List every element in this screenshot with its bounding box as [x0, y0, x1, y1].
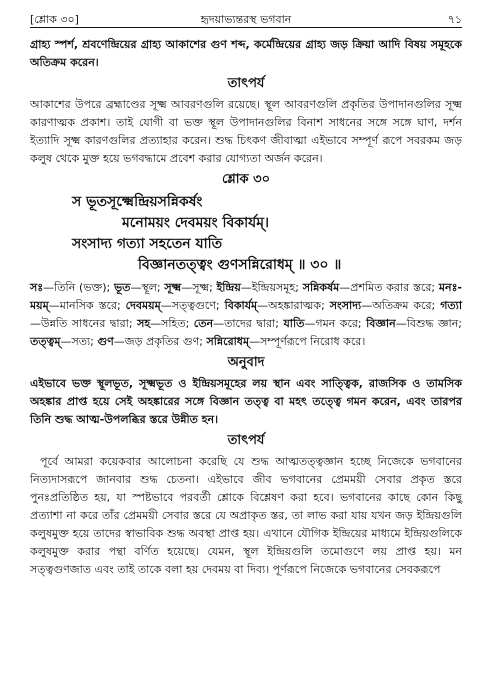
purport-heading-1: তাৎপর্য — [227, 76, 265, 91]
synonym-word: সংসাদ্য — [329, 299, 362, 312]
sanskrit-verse — [30, 192, 462, 276]
chapter-title: হৃদয়াভ্যন্তরস্থ ভগবান — [200, 13, 292, 26]
synonym-word: তত্ত্বম্ — [30, 335, 61, 348]
synonym-word: সূক্ষ্ম — [164, 281, 182, 294]
verse-heading: শ্লোক ৩০ — [221, 172, 271, 187]
verse-line: বিজ্ঞানতত্ত্বং গুণসন্নিরোধম্ ॥ ৩০ ॥ — [138, 257, 342, 273]
synonym-meaning: জড় প্রকৃতির গুণ — [124, 335, 200, 348]
synonym-meaning: সহিত — [161, 317, 186, 330]
synonym-word: সহ — [137, 317, 151, 330]
synonym-meaning: সত্য — [71, 335, 91, 348]
intro-translation-text: গ্রাহ্য স্পর্শ, শ্রবণেন্দ্রিয়ের গ্রাহ্য আকাশের গুণ শব্দ, কর্মেন্দ্রিয়ের গ্রাহ্য জড় ক্রিয়া আদি বিষয় সমূহকে অতিক্রম করেন। — [30, 38, 462, 69]
translation-heading: অনুবাদ — [227, 355, 265, 370]
synonym-meaning: সম্পূর্ণরূপে নিরোধ করে — [260, 335, 362, 348]
purport-heading-2: তাৎপর্য — [227, 433, 265, 448]
synonym-meaning: অতিক্রম করে — [372, 299, 432, 312]
synonym-word: বিকার্যম্ — [224, 299, 258, 312]
translation-text: এইভাবে ভক্ত স্থূলভূত, সূক্ষ্মভূত ও ইন্দ্রিয়সমূহের লয় স্থান এবং সাত্ত্বিক, রাজসিক ও তামসিক অহঙ্কার প্রাপ্ত হয়ে সেই অহঙ্কারের সঙ্গে বিজ্ঞান তত্ত্ব বা মহৎ তত্ত্বে গমন করেন, এবং তারপর তিনি শুদ্ধ আত্ম-উপলব্ধির স্তরে উন্নীত হন। — [30, 377, 462, 426]
synonym-meaning: স্থূল — [141, 281, 157, 294]
book-page — [30, 8, 462, 690]
running-header — [30, 8, 462, 30]
synonym-meaning: অহঙ্কারাত্মক — [268, 299, 322, 312]
synonym-word: ভূত — [113, 281, 131, 294]
synonym-meaning: ইন্দ্রিয়সমূহ — [251, 281, 296, 294]
synonym-meaning: সূক্ষ্ম — [192, 281, 210, 294]
synonym-word: সন্নিরোধম্ — [206, 335, 250, 348]
synonym-meaning: প্রশমিত করার স্তরে — [350, 281, 432, 294]
purport-text-2: পূর্বে আমরা কয়েকবার আলোচনা করেছি যে শুদ্ধ আত্মতত্ত্বজ্ঞান হচ্ছে নিজেকে ভগবানের নিত্যদাসরূপে জানবার শুদ্ধ চেতনা। এইভাবে জীব ভগবানের প্রেমময়ী সেবার প্রকৃত স্তরে পুনঃপ্রতিষ্ঠিত হয়, যা স্পষ্টভাবে পরবর্তী শ্লোকে বিশ্লেষণ করা হবে। ভগবানের কাছে কোন কিছু প্রত্যাশা না করে তাঁর প্রেমময়ী সেবার স্তরে যে অপ্রাকৃত স্তর, তা লাভ করা যায় যখন জড় ইন্দ্রিয়গুলি কলুষমুক্ত হয়ে তাদের স্বাভাবিক শুদ্ধ অবস্থা প্রাপ্ত হয়। এখানে যৌগিক ইন্দ্রিয়ের মাধ্যমে ইন্দ্রিয়গুলিকে কলুষমুক্ত করার পন্থা বর্ণিত হয়েছে। যেমন, স্থূল ইন্দ্রিয়গুলি তমোগুণে লয় প্রাপ্ত হয়। মন সত্ত্বগুণজাত এবং তাই তাকে বলা হয় দেবময় বা দিব্য। পূর্ণরূপে নিজেকে ভগবানের সেবকরূপে — [30, 455, 462, 576]
synonym-meaning: তাদের দ্বারা — [224, 317, 276, 330]
synonym-word: যাতি — [283, 317, 305, 330]
verse-line: মনোময়ং দেবময়ং বিকার্যম্। — [122, 215, 269, 231]
synonym-meaning: মানসিক স্তরে — [59, 299, 117, 312]
synonym-word: ইন্দ্রিয় — [216, 281, 241, 294]
synonym-word: মনঃ-ময়ম্ — [30, 281, 462, 312]
word-for-word-synonyms: সঃ—তিনি (ভক্ত); ভূত—স্থূল; সূক্ষ্ম—সূক্ষ্ম; ইন্দ্রিয়—ইন্দ্রিয়সমূহ; সন্নিকর্ষম—প্রশমিত করার স্তরে; মনঃ-ময়ম্—মানসিক স্তরে; দেবময়ম্—সত্ত্বগুণে; বিকার্যম্—অহঙ্কারাত্মক; সংসাদ্য—অতিক্রম করে; গত্যা—উন্নতি সাধনের দ্বারা; সহ—সহিত; তেন—তাদের দ্বারা; যাতি—গমন করে; বিজ্ঞান—বিশুদ্ধ জ্ঞান; তত্ত্বম্—সত্য; গুণ—জড় প্রকৃতির গুণ; সন্নিরোধম্—সম্পূর্ণরূপে নিরোধ করে। — [30, 281, 463, 348]
synonym-word: দেবময়ম্ — [125, 299, 161, 312]
page-number: ৭১ — [447, 13, 462, 26]
verse-line: স ভূতসূক্ষ্মেন্দ্রিয়সন্নিকর্ষং — [72, 194, 203, 210]
synonym-meaning: গমন করে — [315, 317, 358, 330]
synonym-word: সন্নিকর্ষম — [302, 281, 340, 294]
synonym-word: গত্যা — [440, 299, 463, 312]
synonym-meaning: তিনি (ভক্ত) — [54, 281, 107, 294]
synonym-word: গুণ — [97, 335, 114, 348]
purport-text-1: আকাশের উপরে ব্রহ্মাণ্ডের সূক্ষ্ম আবরণগুলি রয়েছে। স্থূল আবরণগুলি প্রকৃতির উপাদানগুলির সূক্ষ্ম কারণাত্মক প্রকাশ। তাই যোগী বা ভক্ত স্থূল উপাদানগুলির বিনাশ সাধনের সঙ্গে সঙ্গে ঘাণ, দর্শন ইত্যাদি সূক্ষ্ম কারণগুলির প্রত্যাহার করেন। শুদ্ধ চিৎকণ জীবাত্মা এইভাবে সম্পূর্ণ রূপে সবরকম জড় কলুষ থেকে মুক্ত হয়ে ভগবদ্ধামে প্রবেশ করার যোগ্যতা অর্জন করেন। — [30, 98, 462, 165]
header-rule — [30, 27, 462, 28]
synonym-meaning: সত্ত্বগুণে — [171, 299, 216, 312]
verse-line: সংসাদ্য গত্যা সহতেন যাতি — [72, 236, 223, 252]
synonym-meaning: বিশুদ্ধ জ্ঞান — [406, 317, 459, 330]
verse-number-label: [শ্লোক ৩০] — [30, 13, 79, 26]
synonym-word: তেন — [193, 317, 214, 330]
synonym-meaning: উন্নতি সাধনের দ্বারা — [41, 317, 129, 330]
synonym-word: বিজ্ঞান — [366, 317, 396, 330]
synonym-word: সঃ — [30, 281, 44, 294]
